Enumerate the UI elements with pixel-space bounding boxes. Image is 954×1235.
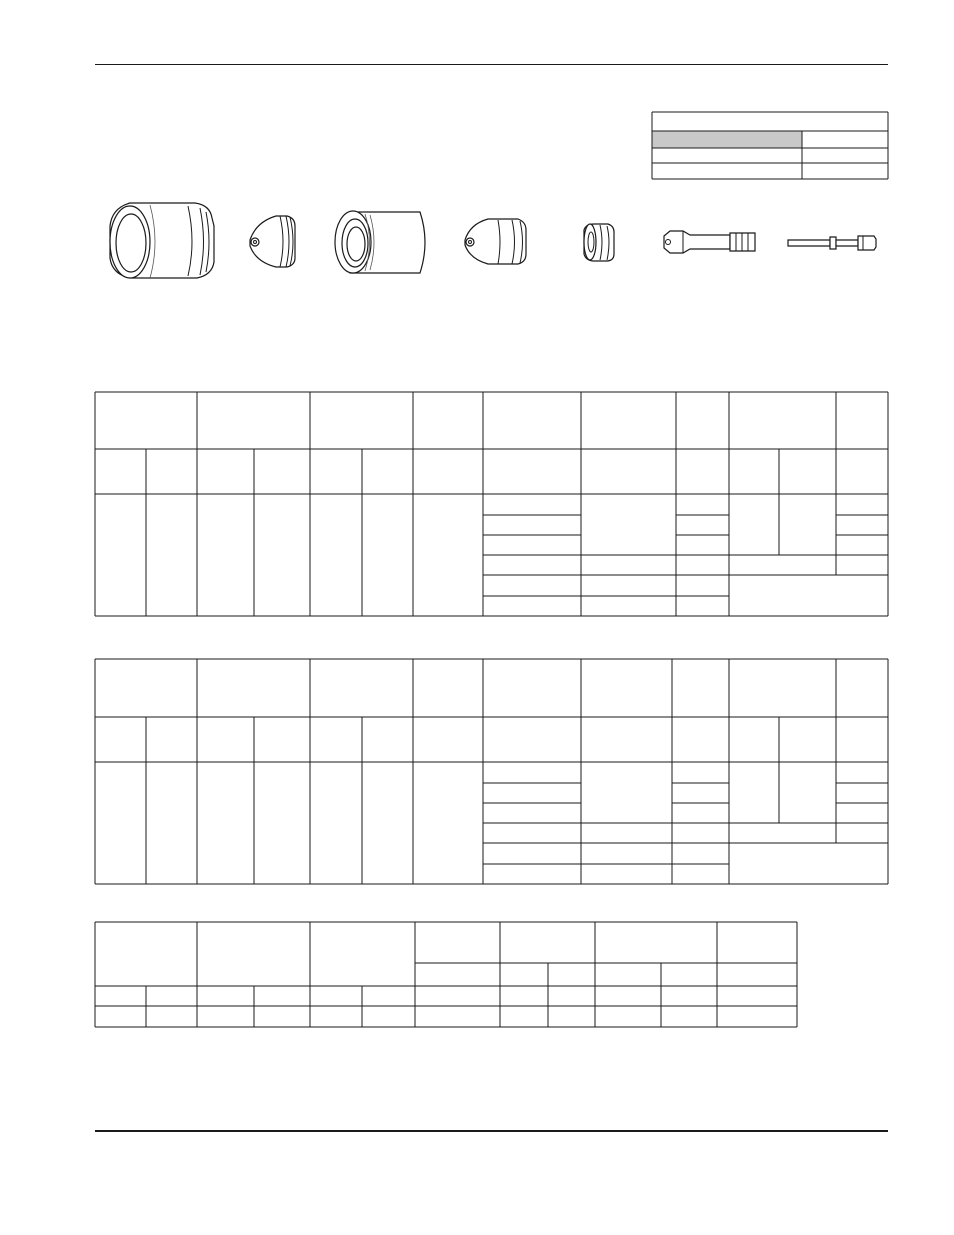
table-3-outer-lines — [95, 922, 797, 1027]
table-3-grid-lines — [95, 922, 797, 1027]
footer-rule — [95, 1130, 888, 1132]
